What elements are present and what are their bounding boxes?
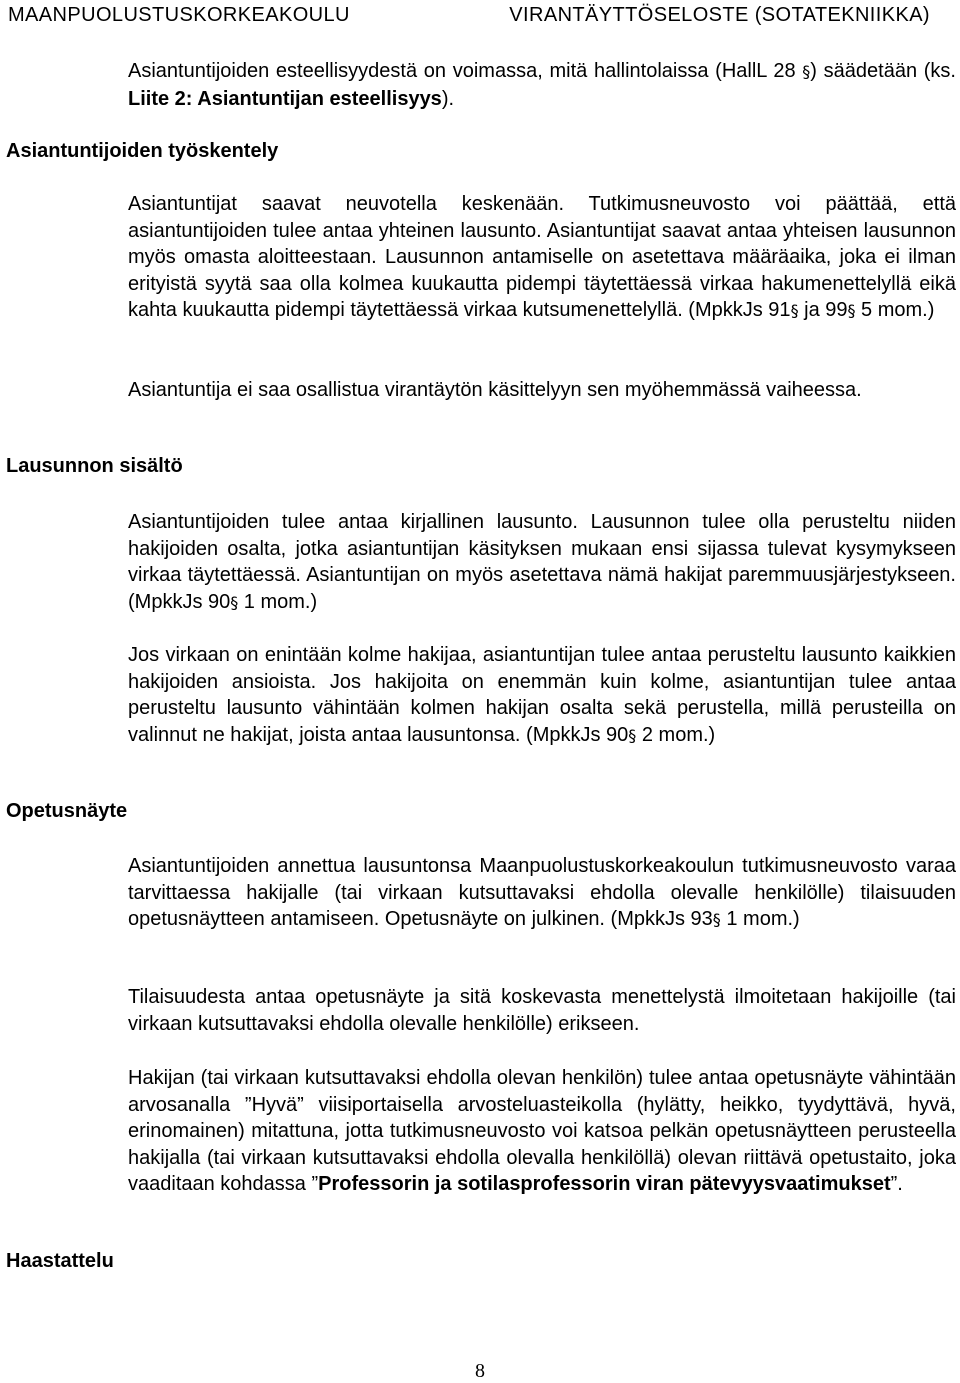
opetusnayte-paragraph-3 <box>128 1065 956 1198</box>
paragraph-text: ”. <box>890 1173 903 1195</box>
intro-text: Asiantuntijoiden esteellisyydestä on voimassa, mitä hallintolaissa (HallL 28 <box>128 60 803 82</box>
paragraph-text: 2 mom.) <box>636 723 716 746</box>
paragraph-text: Hakijan (tai virkaan kutsuttavaksi ehdolla olevan henkilön) tulee antaa opetusnäyte vähintään arvosanalla ”Hyvä” viisiportaisella arvosteluasteikolla (hylätty, heikko, tyydyttävä, hyvä, erinomainen) mitattuna, jotta tutkimusneuvosto voi katsoa pelkän opetusnäytteen perusteella hakijalla (tai virkaan kutsuttavaksi ehdolla olevalla henkilöllä) olevan riittävä opetustaito, joka vaaditaan kohdassa ” <box>128 1067 956 1195</box>
page-header <box>8 4 930 27</box>
page-number: 8 <box>475 1360 485 1382</box>
tyoskentely-paragraph-1 <box>128 191 956 325</box>
section-symbol: § <box>628 725 637 745</box>
section-symbol: § <box>230 592 239 612</box>
section-heading-sisalto: Lausunnon sisältö <box>6 455 183 477</box>
section-symbol: § <box>712 910 721 929</box>
intro-text: ) säädetään (ks. <box>810 60 956 82</box>
paragraph-text: Asiantuntijoiden tulee antaa kirjallinen lausunto. Lausunnon tulee olla perusteltu niiden hakijoiden osalta, jotka asiantuntijan käsityksen mukaan ensi sijassa tulevat kysymykseen virkaa täytettäessä. Asiantuntijan on myös asetettava nämä hakijat paremmuusjärjestykseen. (MpkkJs 90 <box>128 511 956 613</box>
opetusnayte-paragraph-2: Tilaisuudesta antaa opetusnäyte ja sitä koskevasta menettelystä ilmoitetaan hakijoille (tai virkaan kutsuttavaksi ehdolla olevalle henkilölle) erikseen. <box>128 986 956 1035</box>
sisalto-paragraph-1 <box>128 509 956 616</box>
sisalto-paragraph-2 <box>128 642 956 749</box>
section-heading-opetusnayte: Opetusnäyte <box>6 800 128 822</box>
paragraph-text: 5 mom.) <box>855 299 935 321</box>
intro-text: ). <box>441 87 455 110</box>
section-symbol: § <box>847 301 856 320</box>
header-institution: MAANPUOLUSTUSKORKEAKOULU <box>8 4 350 26</box>
paragraph-text: Jos virkaan on enintään kolme hakijaa, asiantuntijan tulee antaa perusteltu lausunto kaikkien hakijoiden ansioista. Jos hakijoita on enemmän kuin kolme, asiantuntijan tulee antaa perusteltu lausunto vähintään kolmen hakijan osalta sekä perustella, millä perusteilla on valinnut ne hakijat, joista antaa lausuntonsa. (MpkkJs 90 <box>128 644 956 746</box>
appendix-reference: Liite 2: Asiantuntijan esteellisyys <box>128 87 442 110</box>
tyoskentely-paragraph-2: Asiantuntija ei saa osallistua virantäytön käsittelyyn sen myöhemmässä vaiheessa. <box>128 379 862 401</box>
section-symbol: § <box>790 301 799 320</box>
requirements-reference: Professorin ja sotilasprofessorin viran pätevyysvaatimukset <box>318 1173 891 1195</box>
opetusnayte-paragraph-1 <box>128 853 956 934</box>
section-heading-tyoskentely: Asiantuntijoiden työskentely <box>6 140 279 162</box>
paragraph-text: Asiantuntijoiden annettua lausuntonsa Maanpuolustuskorkeakoulun tutkimusneuvosto varaa tarvittaessa hakijalle (tai virkaan kutsuttavaksi ehdolla olevalle henkilölle) tilaisuuden opetusnäytteen antamiseen. Opetusnäyte on julkinen. (MpkkJs 93 <box>128 855 956 930</box>
paragraph-text: 1 mom.) <box>238 590 318 613</box>
paragraph-text: Asiantuntijat saavat neuvotella keskenään. Tutkimusneuvosto voi päättää, että asiantuntijoiden tulee antaa yhteinen lausunto. Asiantuntijat saavat antaa yhteisen lausunnon myös omasta aloitteestaan. Lausunnon antamiselle on asetettava määräaika, joka ei ilman erityistä syytä saa olla kolmea kuukautta pidempi täytettäessä virkaa hakumenettelyllä eikä kahta kuukautta pidempi täytettäessä virkaa kutsumenettelyllä. (MpkkJs 91 <box>128 193 956 321</box>
section-heading-haastattelu: Haastattelu <box>6 1250 114 1272</box>
intro-paragraph <box>128 58 956 112</box>
section-symbol: § <box>802 62 811 81</box>
header-document-title: VIRANTÄYTTÖSELOSTE (SOTATEKNIIKKA) <box>509 4 930 26</box>
paragraph-text: 1 mom.) <box>720 908 800 930</box>
paragraph-text: ja 99 <box>798 299 848 321</box>
